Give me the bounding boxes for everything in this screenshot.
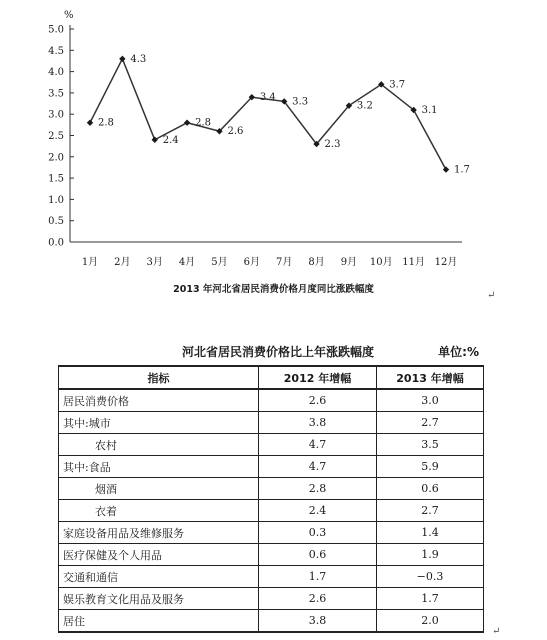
data-label: 3.4: [259, 92, 276, 104]
series-line: [90, 59, 446, 170]
chart-axes: [70, 25, 462, 242]
y-tick-label: 4.0: [48, 67, 64, 79]
value-2012: 2.6: [259, 389, 377, 412]
value-2012: 0.3: [259, 522, 377, 544]
y-tick-label: 3.5: [48, 88, 64, 100]
line-chart: [0, 0, 547, 280]
data-point-marker: [87, 120, 93, 126]
table-body: [59, 389, 484, 632]
x-tick-label: 4月: [178, 257, 196, 268]
y-tick-label: 3.0: [48, 109, 64, 121]
y-tick-label: 1.5: [48, 173, 64, 185]
x-tick-label: 2月: [114, 257, 131, 268]
data-point-marker: [443, 166, 449, 172]
x-tick-label: 8月: [308, 257, 325, 268]
x-tick-label: 7月: [275, 257, 293, 268]
data-label: 4.3: [130, 53, 147, 65]
column-header-indicator: 指标: [59, 366, 259, 389]
value-2013: 3.5: [377, 434, 484, 456]
value-2013: 3.0: [377, 389, 484, 412]
table-row: [59, 500, 484, 522]
value-2012: 1.7: [259, 566, 377, 588]
y-tick-label: 4.5: [48, 45, 64, 57]
y-tick-label: 1.0: [48, 194, 64, 206]
value-2012: 2.4: [259, 500, 377, 522]
x-tick-label: 6月: [243, 257, 261, 268]
row-label: 烟酒: [59, 478, 259, 500]
x-tick-label: 1月: [81, 257, 99, 268]
table-row: [59, 456, 484, 478]
value-2012: 2.8: [259, 478, 377, 500]
x-axis-ticks: [82, 256, 458, 268]
value-2013: 1.9: [377, 544, 484, 566]
value-2012: 0.6: [259, 544, 377, 566]
data-labels: [98, 54, 470, 176]
data-label: 2.3: [324, 139, 341, 151]
x-tick-label: 10月: [369, 257, 393, 268]
row-label: 其中:城市: [59, 412, 259, 434]
table-header-bar: [58, 343, 483, 363]
value-2012: 3.8: [259, 412, 377, 434]
table-row: [59, 544, 484, 566]
value-2012: 2.6: [259, 588, 377, 610]
row-label: 交通和通信: [59, 566, 259, 588]
y-tick-label: 2.5: [48, 131, 64, 142]
row-label: 居民消费价格: [59, 389, 259, 412]
price-change-table: [58, 365, 484, 633]
value-2013: 0.6: [377, 478, 484, 500]
y-tick-label: 2.0: [48, 152, 64, 164]
table-row: [59, 412, 484, 434]
data-label: 3.3: [292, 96, 309, 108]
value-2012: 3.8: [259, 610, 377, 633]
table-row: [59, 522, 484, 544]
data-label: 2.6: [227, 126, 244, 138]
x-tick-label: 3月: [146, 257, 163, 268]
row-label: 其中:食品: [59, 456, 259, 478]
data-point-marker: [119, 56, 125, 62]
value-2013: −0.3: [377, 566, 484, 588]
data-label: 3.7: [389, 79, 406, 91]
y-tick-label: 5.0: [48, 24, 64, 36]
row-label: 家庭设备用品及维修服务: [59, 522, 259, 544]
table-title: 河北省居民消费价格比上年涨跌幅度: [181, 345, 374, 359]
value-2013: 1.4: [377, 522, 484, 544]
value-2012: 4.7: [259, 456, 377, 478]
x-tick-label: 12月: [434, 257, 458, 268]
series-markers: [87, 53, 449, 173]
value-2013: 2.7: [377, 500, 484, 522]
column-header-2013: 2013 年增幅: [377, 366, 484, 389]
data-point-marker: [152, 137, 158, 143]
table-row: [59, 434, 484, 456]
paragraph-mark-end: ↵: [492, 626, 501, 637]
row-label: 娱乐教育文化用品及服务: [59, 588, 259, 610]
value-2012: 4.7: [259, 434, 377, 456]
column-header-2012: 2012 年增幅: [259, 366, 377, 389]
value-2013: 2.7: [377, 412, 484, 434]
paragraph-mark: ↵: [487, 290, 496, 301]
data-label: 1.7: [454, 164, 470, 176]
table-row: [59, 566, 484, 588]
data-label: 2.8: [195, 117, 211, 129]
table-row: [59, 588, 484, 610]
row-label: 居住: [59, 610, 259, 633]
row-label: 农村: [59, 434, 259, 456]
x-tick-label: 11月: [402, 257, 426, 268]
data-label: 2.8: [98, 117, 114, 129]
y-axis-unit-label: %: [64, 10, 74, 21]
data-label: 3.2: [356, 100, 373, 112]
row-label: 衣着: [59, 500, 259, 522]
y-tick-label: 0.5: [48, 216, 64, 228]
data-point-marker: [184, 120, 190, 126]
table-header-row: [59, 366, 484, 389]
x-tick-label: 5月: [211, 257, 228, 268]
value-2013: 2.0: [377, 610, 484, 633]
table-row: [59, 478, 484, 500]
x-tick-label: 9月: [340, 257, 358, 268]
data-label: 2.4: [162, 134, 179, 146]
table-row: [59, 389, 484, 412]
row-label: 医疗保健及个人用品: [59, 544, 259, 566]
y-tick-label: 0.0: [48, 237, 64, 249]
chart-title: 2013 年河北省居民消费价格月度同比涨跌幅度: [173, 284, 374, 295]
value-2013: 5.9: [377, 456, 484, 478]
table-unit: 单位:%: [438, 345, 479, 359]
data-label: 3.1: [421, 104, 438, 116]
table-row: [59, 610, 484, 633]
value-2013: 1.7: [377, 588, 484, 610]
